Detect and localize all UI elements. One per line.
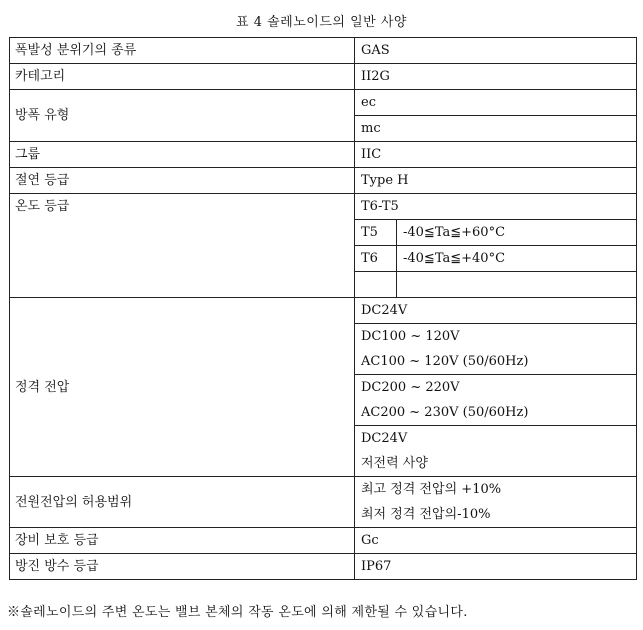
table-row — [10, 142, 637, 168]
row-value-tolerance — [355, 477, 637, 528]
row-label-rated-voltage: 정격 전압 — [10, 298, 355, 477]
rated-voltage-line: DC200 ~ 220V — [361, 380, 460, 395]
temp-class-empty — [355, 272, 397, 298]
row-value-temperature: T6-T5 — [355, 194, 637, 220]
tolerance-line: 최고 정격 전압의 +10% — [361, 482, 502, 497]
row-value-ingress-protection: IP67 — [355, 554, 637, 580]
row-value-insulation: Type H — [355, 168, 637, 194]
table-row — [10, 554, 637, 580]
table-row — [10, 194, 637, 220]
table-row — [10, 298, 637, 324]
row-value-explosive-atmosphere: GAS — [355, 38, 637, 64]
table-row — [10, 64, 637, 90]
temp-range-empty — [397, 272, 637, 298]
row-label-group: 그룹 — [10, 142, 355, 168]
footnote: ※솔레노이드의 주변 온도는 밸브 본체의 작동 온도에 의해 제한될 수 있습니다. — [7, 605, 468, 620]
table-row — [10, 38, 637, 64]
rated-voltage-group-2 — [355, 324, 637, 375]
row-label-tolerance: 전원전압의 허용범위 — [10, 477, 355, 528]
rated-voltage-group-3 — [355, 375, 637, 426]
table-row — [10, 90, 637, 116]
row-label-equipment-protection: 장비 보호 등급 — [10, 528, 355, 554]
rated-voltage-line: AC200 ~ 230V (50/60Hz) — [361, 405, 529, 420]
rated-voltage-group-4 — [355, 426, 637, 477]
rated-voltage-line: DC24V — [361, 431, 408, 446]
row-value-protection-ec: ec — [355, 90, 637, 116]
row-value-category: II2G — [355, 64, 637, 90]
table-row — [10, 477, 637, 528]
row-label-insulation: 절연 등급 — [10, 168, 355, 194]
table-row — [10, 528, 637, 554]
row-value-protection-mc: mc — [355, 116, 637, 142]
row-value-equipment-protection: Gc — [355, 528, 637, 554]
rated-voltage-group-1 — [355, 298, 637, 324]
table-row — [10, 220, 637, 246]
tolerance-line: 최저 정격 전압의-10% — [361, 507, 491, 522]
temp-class-t5: T5 — [355, 220, 397, 246]
row-label-temperature: 온도 등급 — [10, 194, 355, 220]
rated-voltage-line: DC100 ~ 120V — [361, 329, 460, 344]
rated-voltage-line: 저전력 사양 — [361, 456, 428, 471]
temperature-blank-cell — [10, 220, 355, 298]
row-label-ingress-protection: 방진 방수 등급 — [10, 554, 355, 580]
rated-voltage-line: AC100 ~ 120V (50/60Hz) — [361, 354, 529, 369]
temp-range-t6: -40≦Ta≦+40°C — [397, 246, 637, 272]
row-label-category: 카테고리 — [10, 64, 355, 90]
temp-range-t5: -40≦Ta≦+60°C — [397, 220, 637, 246]
row-label-protection-type: 방폭 유형 — [10, 90, 355, 142]
temp-class-t6: T6 — [355, 246, 397, 272]
table-row — [10, 168, 637, 194]
row-value-group: IIC — [355, 142, 637, 168]
row-label-explosive-atmosphere: 폭발성 분위기의 종류 — [10, 38, 355, 64]
solenoid-spec-table — [9, 37, 637, 580]
rated-voltage-line: DC24V — [361, 303, 408, 318]
table-caption: 표 4 솔레노이드의 일반 사양 — [236, 15, 407, 30]
